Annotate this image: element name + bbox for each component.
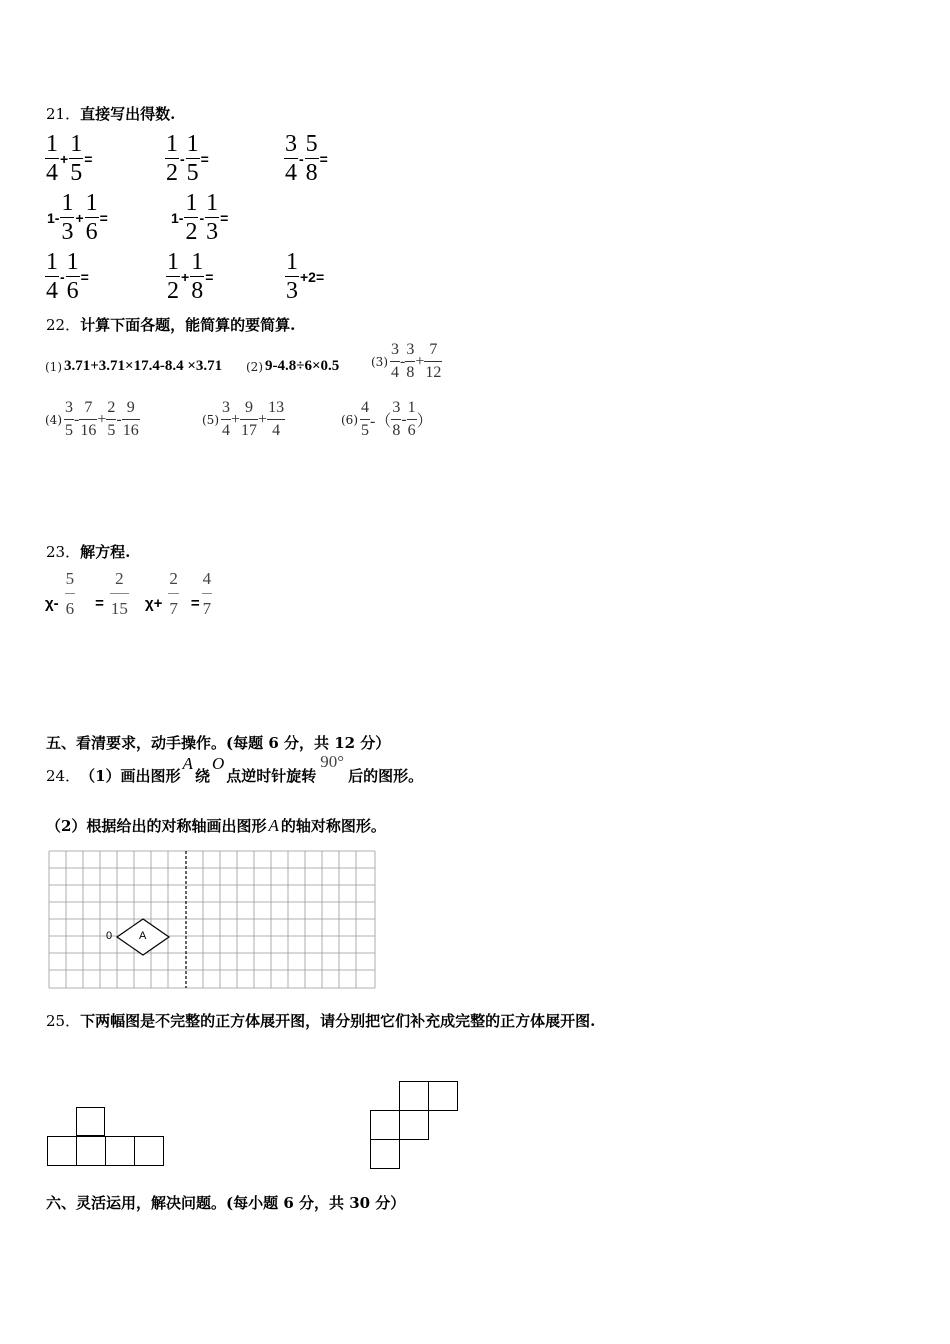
q24-text: 点逆时针旋转 [226,767,317,785]
fraction: $\frac{1}{4}$ [46,249,58,304]
q24-text: （1）画出图形 [80,767,181,785]
q21-item-2 [165,132,210,185]
angle: 90° [320,752,345,771]
q24-text: （2）根据给出的对称轴画出图形 [46,817,267,835]
operator: - [299,150,304,167]
net2-square [399,1110,429,1140]
grid-lines [49,851,375,988]
net2-square [370,1139,400,1169]
fraction: $\frac{1}{6}$ [407,399,416,439]
equals: = [220,209,229,226]
q22-text: 计算下面各题，能简算的要简算. [80,316,296,334]
fraction: $\frac{1}{5}$ [186,131,199,186]
fraction: $\frac{3}{4}$ [391,341,399,381]
fraction: $\frac{1}{3}$ [61,190,74,245]
fraction: $\frac{3}{4}$ [222,399,230,439]
section-5-title: 五、看清要求，动手操作。(每题 6 分，共 12 分） [46,734,391,752]
point-o-label: 0 [106,930,113,942]
net1-square [105,1136,135,1166]
equals: = [80,268,89,285]
fraction: $\frac{9}{16}$ [122,399,139,439]
q21-text: 直接写出得数. [80,105,176,123]
variable: χ- [45,595,59,612]
part-label: (2) [246,359,263,374]
fraction: $\frac{1}{2}$ [185,190,198,245]
fraction: $\frac{1}{3}$ [286,249,298,304]
q24-text: 的轴对称图形。 [280,817,386,835]
fraction: $\frac{2}{7}$ [169,569,178,618]
fraction: $\frac{2}{5}$ [107,399,116,439]
part-label: (3) [371,354,388,369]
equals: = [319,150,328,167]
net1-square [134,1136,164,1166]
fraction: $\frac{5}{6}$ [65,569,75,618]
q21-number: 21． [46,105,81,123]
operator: - [199,209,205,226]
prefix: 1- [171,209,184,226]
operator: + [258,410,268,428]
fraction: $\frac{1}{3}$ [206,190,219,245]
q24-part-1 [46,752,424,786]
operator: + [415,352,425,370]
var-a: A [268,815,279,835]
var-a: A [182,754,193,773]
q21-item-5 [170,191,229,244]
net1-square [76,1107,105,1136]
fraction: $\frac{3}{8}$ [406,341,415,381]
q21-item-4 [46,191,109,244]
fraction: $\frac{3}{4}$ [285,131,297,186]
q21-item-8 [285,250,325,303]
fraction: $\frac{7}{16}$ [80,399,97,439]
q23-equation-1 [45,570,129,617]
grid-figure [48,850,376,990]
q22-number: 22． [46,316,81,334]
var-o: O [211,754,225,773]
suffix: +2= [300,268,325,285]
q22-title [46,314,295,335]
q22-part-2 [246,358,339,375]
shape-a-label: A [139,930,147,942]
q21-item-3 [284,132,329,185]
fraction: $\frac{1}{6}$ [85,190,98,245]
q22-part-5 [202,400,285,439]
q24-text: 后的图形。 [348,767,424,785]
fraction: $\frac{5}{8}$ [305,131,318,186]
fraction: $\frac{13}{4}$ [268,399,285,439]
operator: - [401,410,407,428]
q21-item-7 [166,250,214,303]
fraction: $\frac{3}{8}$ [392,399,401,439]
operator: + [231,410,241,428]
operator: - [60,268,65,285]
q24-text: 绕 [194,767,210,785]
equals: = [84,150,93,167]
part-label: (4) [45,412,62,427]
section-6-title: 六、灵活运用，解决问题。(每小题 6 分，共 30 分） [46,1194,406,1212]
fraction: $\frac{1}{2}$ [166,131,178,186]
part-label: (5) [202,412,219,427]
net2-square [370,1110,400,1140]
q23-title [46,541,130,562]
q23-equation-2 [145,570,212,617]
fraction: $\frac{9}{17}$ [241,399,258,439]
operator: + [60,150,69,167]
q24-part-2 [46,815,386,836]
operator: + [97,410,107,428]
operator: - [116,410,122,428]
q23-number: 23． [46,543,81,561]
fraction: $\frac{1}{2}$ [167,249,179,304]
q25-text: 下两幅图是不完整的正方体展开图，请分别把它们补充成完整的正方体展开图. [80,1012,596,1030]
q22-part-1 [45,358,222,375]
q25-number: 25． [46,1012,81,1030]
net1-square [76,1136,106,1166]
prefix: 1- [47,209,60,226]
fraction: $\frac{2}{15}$ [110,569,128,618]
q25-title [46,1010,595,1031]
operator: -（ [370,413,392,430]
q21-item-6 [45,250,90,303]
expression: 3.71+3.71×17.4-8.4 ×3.71 [64,358,223,374]
operator: + [75,209,84,226]
q21-title [46,103,175,124]
expression: 9-4.8÷6×0.5 [265,358,340,374]
fraction: $\frac{4}{5}$ [361,399,369,439]
q22-part-4 [45,400,140,439]
q23-text: 解方程. [80,543,131,561]
net2-square [399,1081,429,1111]
fraction: $\frac{1}{6}$ [66,249,79,304]
operator: - [400,352,406,370]
fraction: $\frac{7}{12}$ [425,341,442,381]
variable: χ+ [145,595,163,612]
operator: ） [416,413,433,430]
q24-number: 24． [46,767,81,785]
equals: = [95,595,104,612]
q22-part-6 [341,400,433,439]
net2-square [428,1081,458,1111]
part-label: (6) [341,412,358,427]
fraction: $\frac{1}{4}$ [46,131,58,186]
operator: - [180,150,185,167]
fraction: $\frac{1}{8}$ [191,249,204,304]
operator: - [74,410,80,428]
part-label: (1) [45,359,62,374]
equals: = [200,150,209,167]
operator: + [181,268,190,285]
fraction: $\frac{1}{5}$ [70,131,83,186]
fraction: $\frac{4}{7}$ [202,569,212,618]
q21-item-1 [45,132,93,185]
equals: = [205,268,214,285]
q22-part-3 [371,342,442,381]
equals: = [99,209,108,226]
equals: = [190,595,200,612]
fraction: $\frac{3}{5}$ [65,399,73,439]
net1-square [47,1136,77,1166]
